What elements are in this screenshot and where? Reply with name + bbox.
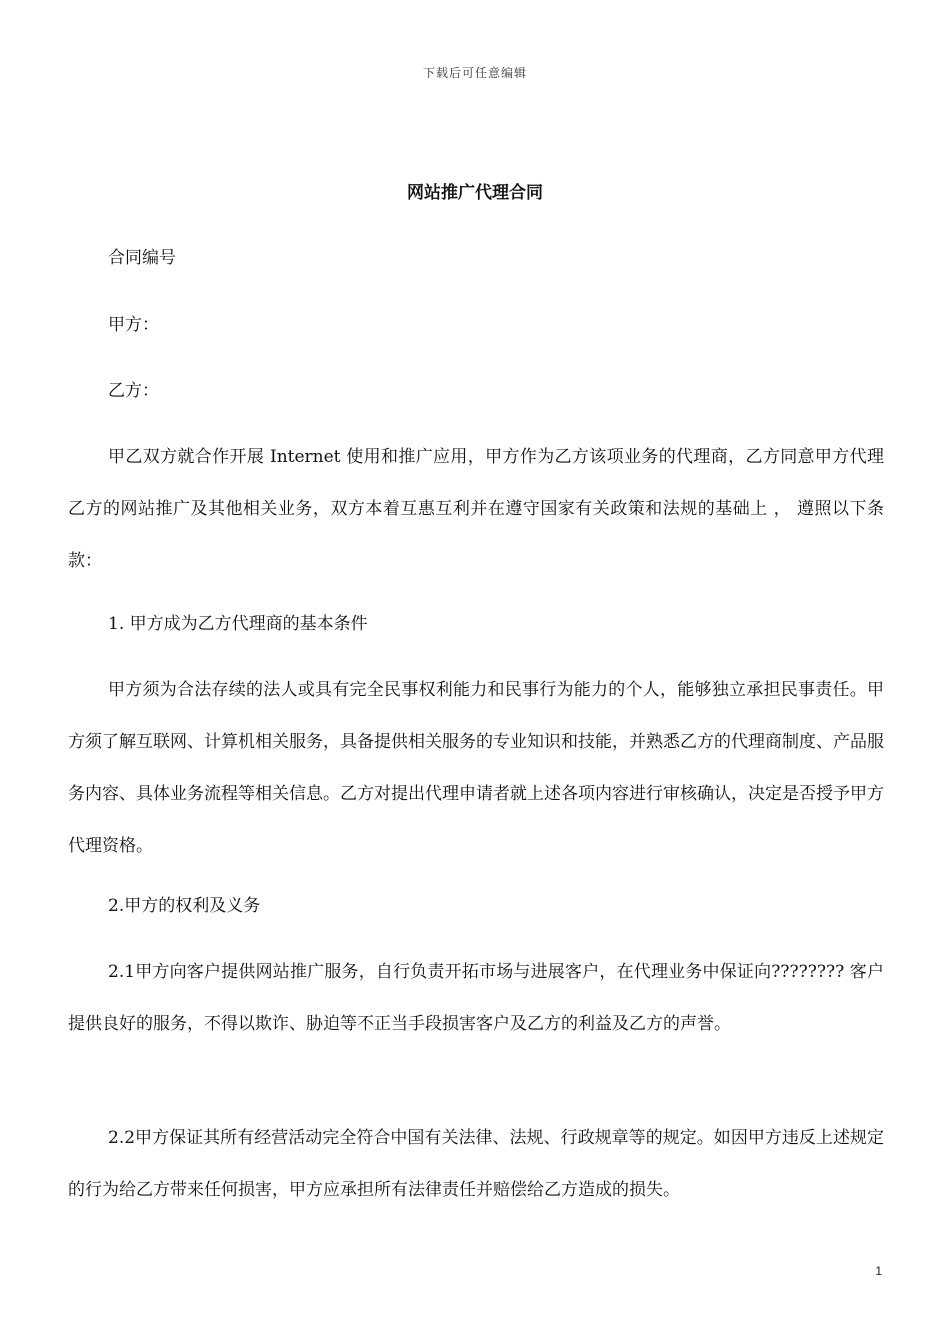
preamble-paragraph: 甲乙双方就合作开展 Internet 使用和推广应用，甲方作为乙方该项业务的代理商，乙方同意甲方代理乙方的网站推广及其他相关业务，双方本着互惠互利并在遵守国家有关政策和法规的基础上 ， 遵照以下条款： bbox=[68, 447, 884, 571]
party-a-label: 甲方： bbox=[108, 315, 159, 335]
section-2-heading: 2.甲方的权利及义务 bbox=[108, 896, 261, 916]
party-b-label: 乙方： bbox=[108, 381, 159, 401]
section-1-heading: 1. 甲方成为乙方代理商的基本条件 bbox=[108, 614, 368, 634]
header-note: 下载后可任意编辑 bbox=[422, 66, 527, 80]
section-1-paragraph: 甲方须为合法存续的法人或具有完全民事权利能力和民事行为能力的个人，能够独立承担民事责任。甲方须了解互联网、计算机相关服务，具备提供相关服务的专业知识和技能，并熟悉乙方的代理商制度、产品服务内容、具体业务流程等相关信息。乙方对提出代理申请者就上述各项内容进行审核确认，决定是否授予甲方代理资格。 bbox=[68, 680, 884, 856]
clause-2-2-paragraph: 2.2甲方保证其所有经营活动完全符合中国有关法律、法规、行政规章等的规定。如因甲方违反上述规定的行为给乙方带来任何损害，甲方应承担所有法律责任并赔偿给乙方造成的损失。 bbox=[68, 1128, 884, 1200]
contract-number-label: 合同编号 bbox=[108, 248, 176, 268]
page-number: 1 bbox=[875, 1264, 882, 1278]
clause-2-1-paragraph: 2.1甲方向客户提供网站推广服务，自行负责开拓市场与进展客户，在代理业务中保证向???????? 客户提供良好的服务，不得以欺诈、胁迫等不正当手段损害客户及乙方的利益及乙方的声誉。 bbox=[68, 962, 884, 1034]
document-title: 网站推广代理合同 bbox=[407, 183, 543, 203]
